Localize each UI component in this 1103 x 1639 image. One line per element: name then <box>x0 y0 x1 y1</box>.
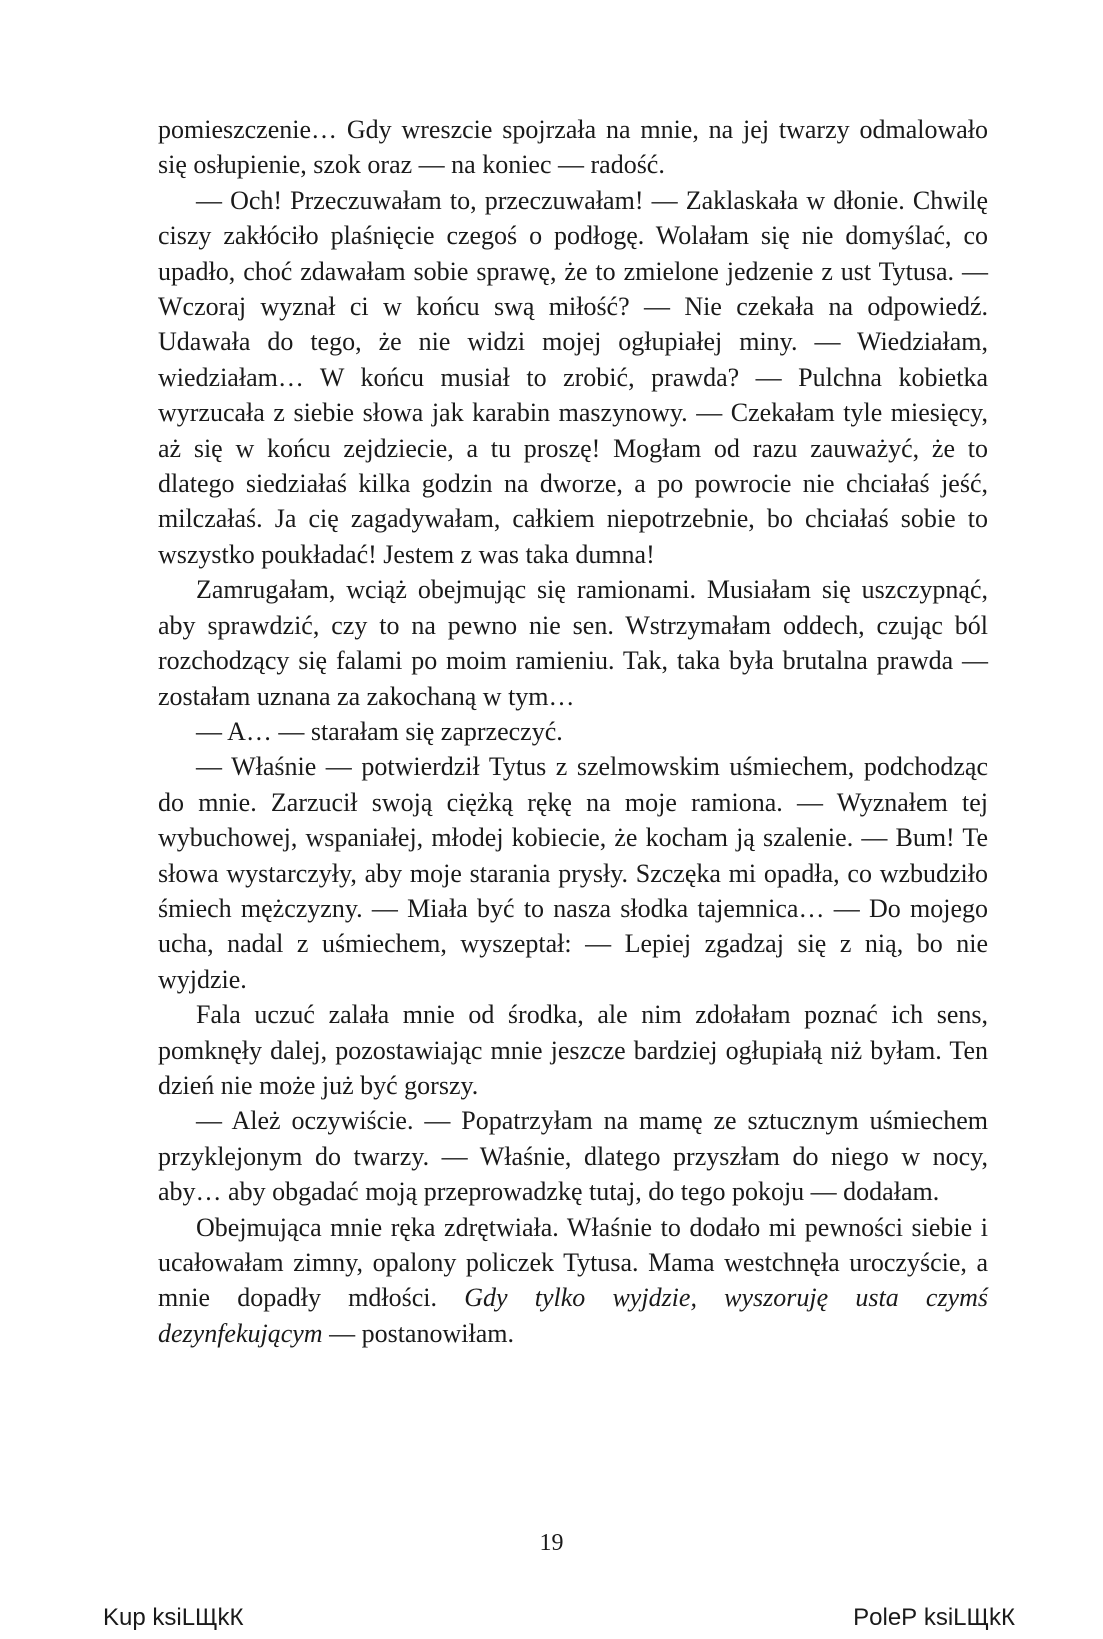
final-paragraph-italic-thought: Gdy tylko wyjdzie, wyszoruję usta czymś dezynfekującym <box>158 1283 988 1348</box>
paragraph-dialogue-answer: — Ależ oczywiście. — Popatrzyłam na mamę ze sztucznym uśmiechem przyklejonym do twarzy. — Właśnie, dlatego przyszłam do niego w nocy, aby… aby obgadać moją przeprowadzkę tutaj, do tego pokoju — dodałam. <box>158 1106 988 1207</box>
page-number: 19 <box>539 1530 564 1556</box>
paragraph-final <box>158 1210 988 1352</box>
paragraph-dialogue-tytus: — Właśnie — potwierdził Tytus z szelmowskim uśmiechem, podchodząc do mnie. Zarzucił swoją ciężką rękę na moje ramiona. — Wyznałem tej wybuchowej, wspaniałej, młodej kobiecie, że kocham ją szalenie. — Bum! Te słowa wystarczyły, aby moje starania prysły. Szczęka mi opadła, co wzbudziło śmiech mężczyzny. — Miała być to nasza słodka tajemnica… — Do mojego ucha, nadal z uśmiechem, wyszeptał: — Lepiej zgadzaj się z nią, bo nie wyjdzie. <box>158 752 988 994</box>
paragraph-short-reply: — A… — starałam się zaprzeczyć. <box>196 716 563 746</box>
paragraph-narration: Zamrugałam, wciąż obejmując się ramionami. Musiałam się uszczypnąć, aby sprawdzić, czy to na pewno nie sen. Wstrzymałam oddech, czując ból rozchodzący się falami po moim ramieniu. Tak, taka była brutalna prawda — zostałam uznana za zakochaną w tym… <box>158 575 988 711</box>
paragraph-feelings: Fala uczuć zalała mnie od środka, ale nim zdołałam poznać ich sens, pomknęły dalej, pozostawiając mnie jeszcze bardziej ogłupiałą niż byłam. Ten dzień nie może już być gorszy. <box>158 1000 988 1100</box>
footer-buy-book-link[interactable]: Kup ksiLЩkК <box>103 1604 244 1631</box>
paragraph-dialogue-mother: — Och! Przeczuwałam to, przeczuwałam! — Zaklaskała w dłonie. Chwilę ciszy zakłóciło plaśnięcie czegoś o podłogę. Wolałam się nie domyślać, co upadło, choć zdawałam sobie sprawę, że to zmielone jedzenie z ust Tytusa. — Wczoraj wyznał ci w końcu swą miłość? — Nie czekała na odpowiedź. Udawała do tego, że nie widzi mojej ogłupiałej miny. — Wiedziałam, wiedziałam… W końcu musiał to zrobić, prawda? — Pulchna kobietka wyrzucała z siebie słowa jak karabin maszynowy. — Czekałam tyle miesięcy, aż się w końcu zejdziecie, a tu proszę! Mogłam od razu zauważyć, że to dlatego siedziałaś kilka godzin na dworze, a po powrocie nie chciałaś jeść, milczałaś. Ja cię zagadywałam, całkiem niepotrzebnie, bo chciałaś sobie to wszystko poukładać! Jestem z was taka dumna! <box>158 185 988 569</box>
body-text <box>158 112 988 1351</box>
footer-recommend-book-link[interactable]: PoleР ksiLЩkК <box>853 1604 1015 1631</box>
final-paragraph-tail: — postanowiłam. <box>322 1318 514 1348</box>
final-paragraph-text: Obejmująca mnie ręka zdrętwiała. Właśnie to dodało mi pewności siebie i ucałowałam zimny, opalony policzek Tytusa. Mama westchnęła uroczyście, a mnie dopadły mdłości. <box>158 1212 988 1313</box>
paragraph-continuation: pomieszczenie… Gdy wreszcie spojrzała na mnie, na jej twarzy odmalowało się osłupienie, szok oraz — na koniec — radość. <box>158 115 988 180</box>
